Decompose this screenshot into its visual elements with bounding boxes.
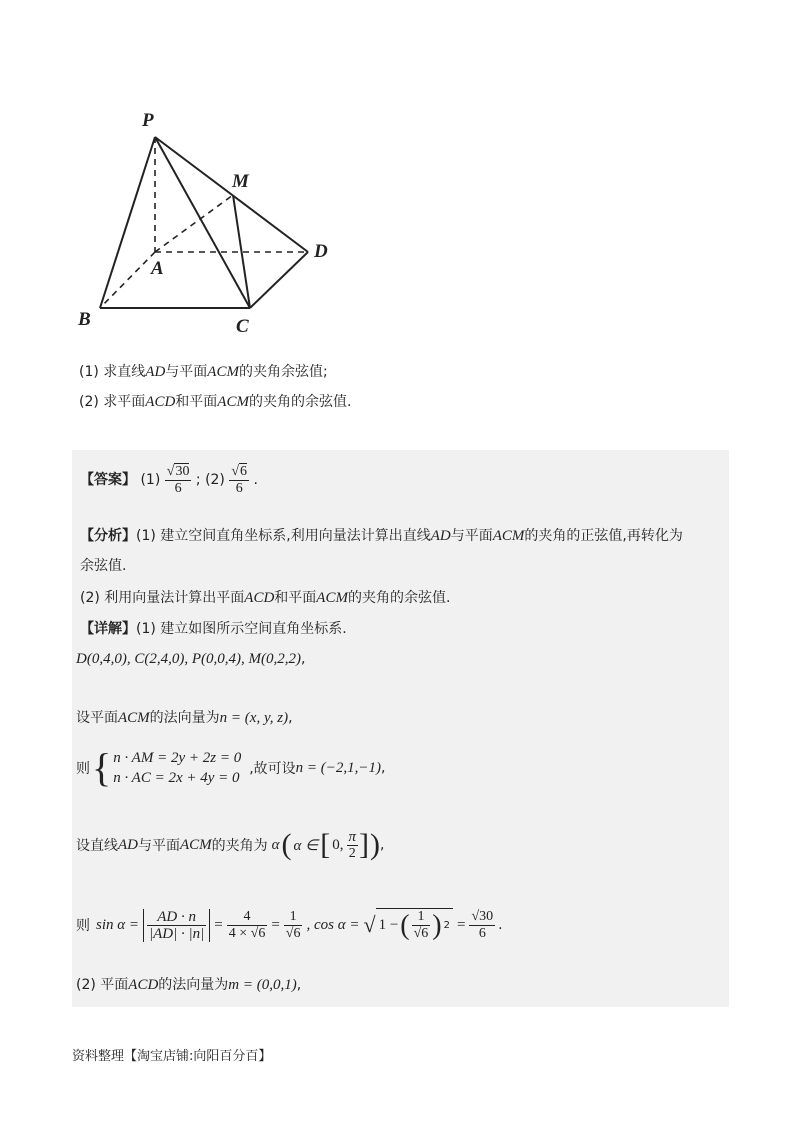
pyramid-figure [0, 0, 800, 350]
answer-row: 【答案】 (1) $\frac{√30}{6}$ ; (2) $\frac{√6}{6}$ . [80, 463, 258, 496]
label-B: B [78, 309, 91, 330]
analysis-line-1: 【分析】(1) 建立空间直角坐标系,利用向量法计算出直线AD与平面ACM的夹角的正弦值,再转化为 [80, 528, 683, 544]
edge-PB [100, 137, 155, 308]
detail-line-1: 【详解】(1) 建立如图所示空间直角坐标系. [80, 621, 347, 637]
answer-label: 【答案】 [80, 472, 136, 488]
answer-1-fraction: $\frac{√30}{6}$ [166, 463, 190, 496]
equation-2: n · AC = 2x + 4y = 0 [113, 770, 240, 786]
edge-PC [155, 137, 250, 308]
edge-CD [250, 252, 308, 308]
part-2-normal: (2) 平面ACD的法向量为m = (0,0,1), [76, 977, 302, 993]
analysis-line-3: (2) 利用向量法计算出平面ACD和平面ACM的夹角的余弦值. [80, 590, 451, 606]
question-1: (1) 求直线AD与平面ACM的夹角余弦值; [79, 364, 328, 380]
label-M: M [232, 171, 249, 192]
question-2: (2) 求平面ACD和平面ACM的夹角的余弦值. [79, 394, 352, 410]
edge-PD [155, 137, 308, 252]
label-C: C [236, 316, 249, 337]
label-P: P [142, 110, 154, 131]
equation-1: n · AM = 2y + 2z = 0 [113, 750, 242, 766]
coordinates: D(0,4,0), C(2,4,0), P(0,0,4), M(0,2,2), [76, 651, 306, 667]
footer-source: 资料整理【淘宝店铺:向阳百分百】 [72, 1049, 272, 1064]
angle-line: 设直线 AD 与平面 ACM 的夹角为 α ( α ∈ [ 0, $\frac{\pi}{2}$ ] ) , [76, 828, 385, 861]
equation-system: 则 { n · AM = 2y + 2z = 0 n · AC = 2x + 4y = 0 ,故可设 n = (−2,1,−1) , [76, 745, 386, 790]
edge-AM [155, 195, 233, 252]
sin-cos-computation: 则 sin α = $\frac{AD \cdot n}{|AD| \cdot |n|}$ = $\frac{4}{4 \times √6}$ = $\frac{1}{√6}$ , cos α = √ 1 − ( $\frac{1}{√6}$ ) 2 = $\frac{√30}{6}$ . [76, 908, 503, 942]
analysis-line-2: 余弦值. [80, 558, 127, 574]
label-D: D [314, 241, 328, 262]
answer-2-fraction: $\frac{√6}{6}$ [231, 463, 248, 496]
normal-vector-line: 设平面ACM的法向量为n = (x, y, z), [76, 710, 293, 726]
label-A: A [151, 258, 164, 279]
